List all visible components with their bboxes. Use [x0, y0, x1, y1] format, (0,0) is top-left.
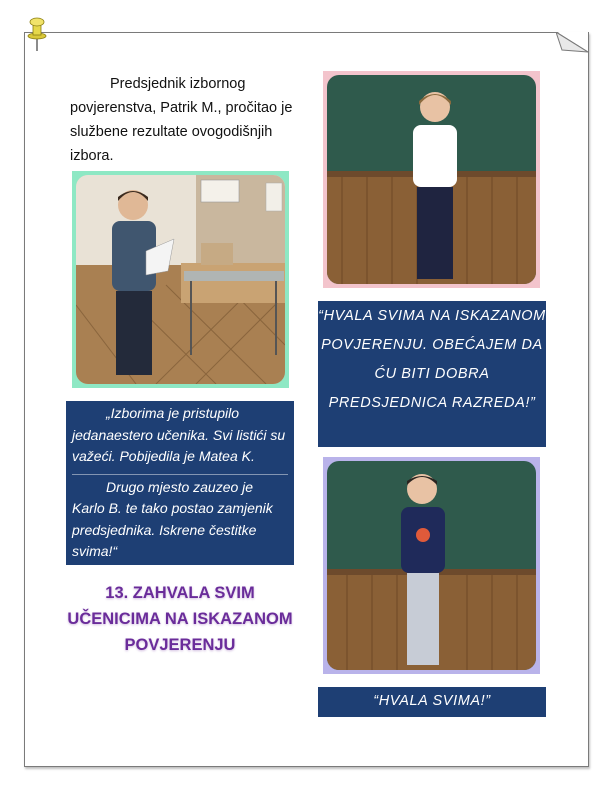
pushpin-icon [26, 14, 48, 52]
photo-karlo-standing [327, 461, 536, 670]
vice-president-quote-box: “HVALA SVIMA!” [318, 687, 546, 717]
photo-frame-patrik [72, 171, 289, 388]
photo-matea-standing [327, 75, 536, 284]
photo-patrik-reading [76, 175, 285, 384]
section-heading: 13. ZAHVALA SVIM UČENICIMA NA ISKAZANOM POVJERENJU [67, 584, 293, 654]
results-quote-box [66, 401, 294, 565]
folded-corner-icon [556, 32, 588, 58]
photo-frame-karlo [323, 457, 540, 674]
results-quote-paragraph-2: Drugo mjesto zauzeo je Karlo B. te tako postao zamjenik predsjednika. Iskrene čestitke svima!“ [72, 474, 288, 563]
intro-text: Predsjednik izbornog povjerenstva, Patrik M., pročitao je službene rezultate ovogodišnjih izbora. [70, 76, 293, 164]
photo-frame-matea [323, 71, 540, 288]
president-quote-box: “HVALA SVIMA NA ISKAZANOM POVJERENJU. OBEĆAJEM DA ĆU BITI DOBRA PREDSJEDNICA RAZREDA!” [318, 301, 546, 447]
results-quote-paragraph-1: „Izborima je pristupilo jedanaestero učenika. Svi listići su važeći. Pobijedila je Matea K. [72, 405, 286, 464]
